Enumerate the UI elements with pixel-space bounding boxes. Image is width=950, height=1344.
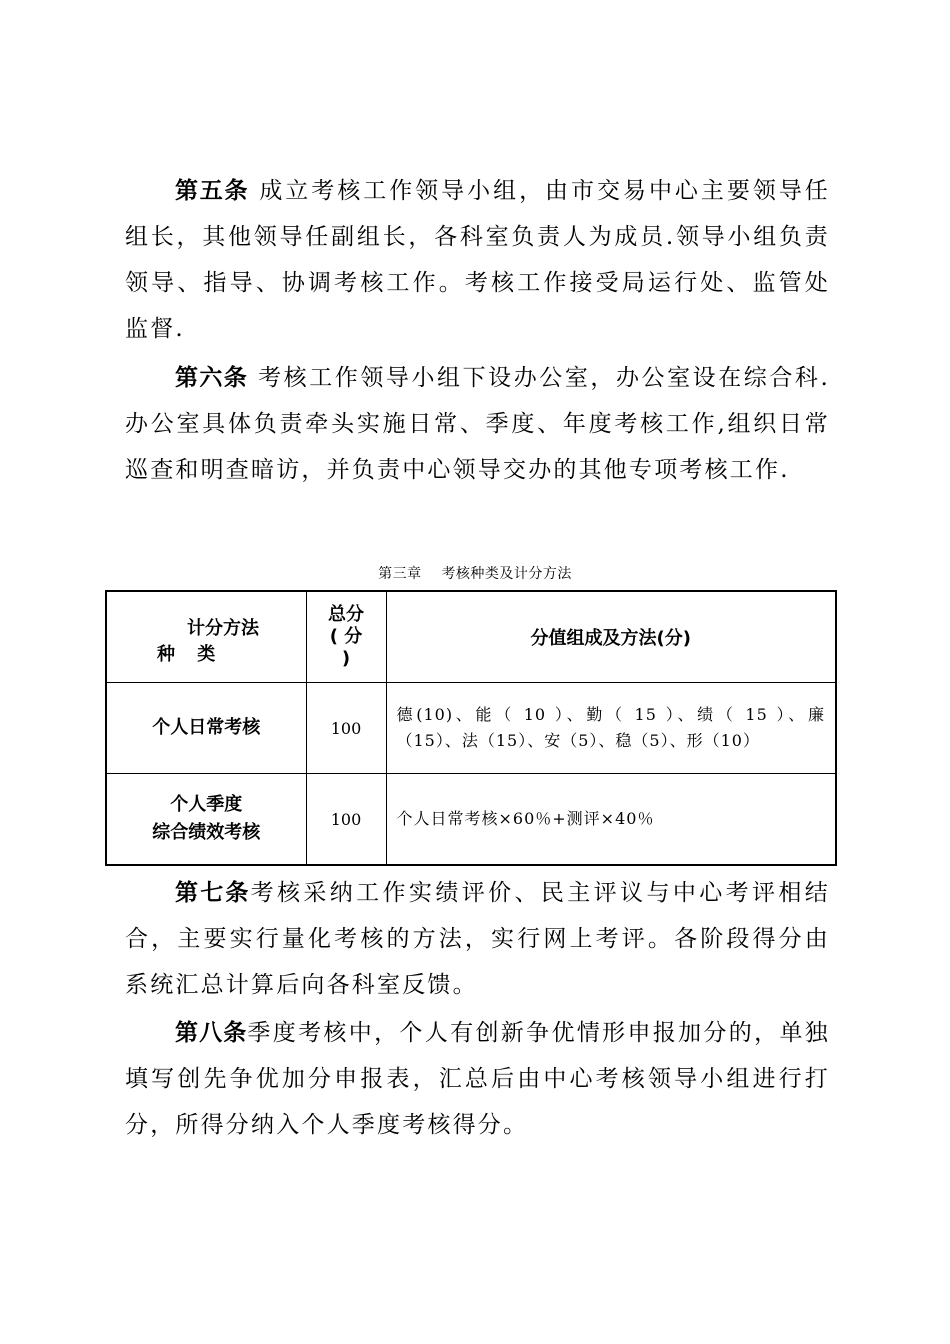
row-method-cell: 个人日常考核×60％+测评×40％ bbox=[386, 774, 836, 866]
article-8 bbox=[125, 1010, 830, 1148]
article-8-heading: 第八条 bbox=[175, 1020, 248, 1046]
header-total-line1: 总分 bbox=[328, 604, 364, 625]
article-7-heading: 第七条 bbox=[175, 880, 251, 906]
header-type-label: 种 类 bbox=[157, 644, 224, 665]
row-total-cell: 100 bbox=[306, 774, 386, 866]
article-7-body: 考核采纳工作实绩评价、民主评议与中心考评相结合，主要实行量化考核的方法，实行网上考评。各阶段得分由系统汇总计算后向各科室反馈。 bbox=[125, 880, 830, 998]
table-row bbox=[106, 683, 836, 774]
row-type-cell bbox=[106, 774, 306, 866]
article-6 bbox=[125, 355, 830, 493]
article-5-body: 成立考核工作领导小组，由市交易中心主要领导任组长，其他领导任副组长，各科室负责人为成员.领导小组负责领导、指导、协调考核工作。考核工作接受局运行处、监管处监督. bbox=[125, 178, 830, 342]
article-7 bbox=[125, 870, 830, 1008]
row-method-cell: 德(10)、能（ 10 ）、勤（ 15 ）、绩（ 15 ）、廉（15）、法（15）、安（5）、稳（5）、形（10） bbox=[386, 683, 836, 774]
row-type-line2: 综合绩效考核 bbox=[152, 822, 261, 843]
scoring-table bbox=[105, 590, 837, 866]
row-type-line1: 个人季度 bbox=[170, 794, 243, 815]
row-type-cell bbox=[106, 683, 306, 774]
article-5-heading: 第五条 bbox=[175, 178, 250, 204]
header-type-cell bbox=[106, 591, 306, 683]
header-method-label: 计分方法 bbox=[187, 618, 259, 639]
row-type-line1: 个人日常考核 bbox=[152, 717, 261, 738]
article-8-body: 季度考核中，个人有创新争优情形申报加分的，单独填写创先争优加分申报表，汇总后由中心考核领导小组进行打分，所得分纳入个人季度考核得分。 bbox=[125, 1020, 831, 1138]
table-header-row bbox=[106, 591, 836, 683]
article-6-body: 考核工作领导小组下设办公室，办公室设在综合科.办公室具体负责牵头实施日常、季度、年度考核工作,组织日常巡查和明查暗访，并负责中心领导交办的其他专项考核工作. bbox=[125, 365, 830, 483]
article-5 bbox=[125, 168, 830, 352]
table-row bbox=[106, 774, 836, 866]
article-6-heading: 第六条 bbox=[175, 365, 249, 391]
header-total-line2: ( 分 bbox=[329, 626, 363, 647]
header-total-line3: ) bbox=[341, 648, 351, 669]
row-total-cell: 100 bbox=[306, 683, 386, 774]
chapter-caption: 第三章 考核种类及计分方法 bbox=[378, 566, 572, 582]
header-total-cell bbox=[306, 591, 386, 683]
header-composition-cell: 分值组成及方法(分) bbox=[386, 591, 836, 683]
